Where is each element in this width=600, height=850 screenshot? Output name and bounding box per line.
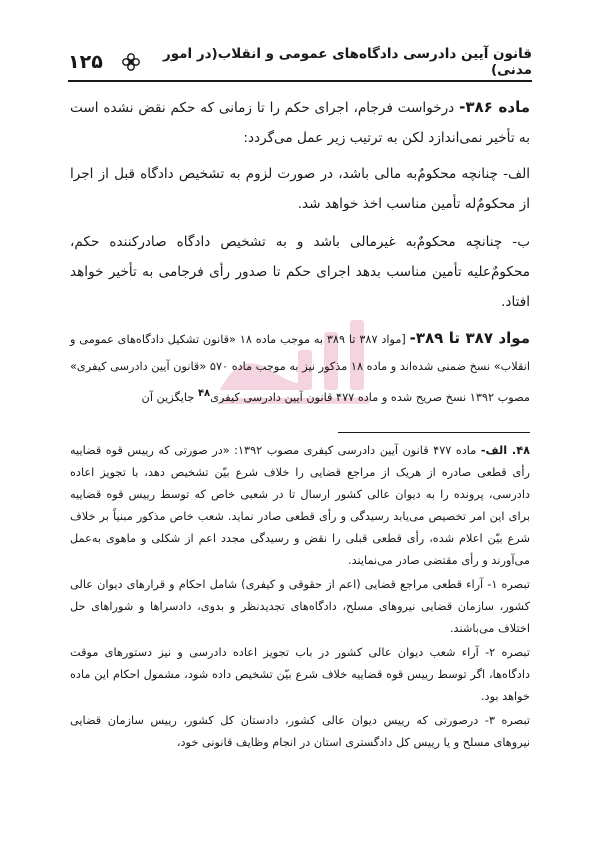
- footnote-separator: [338, 432, 530, 433]
- footnote-48: [70, 440, 530, 572]
- page-number: ۱۲۵: [68, 51, 103, 73]
- footnote-ref-48[interactable]: ۴۸: [197, 388, 211, 399]
- article-386-clause-b: ب- چنانچه محکومٌ‌به غیرمالی باشد و به تشخیص دادگاه صادرکننده حکم، محکومٌ‌علیه تأمین مناسب بدهد اجرای حکم تا صدور رأی فرجامی به تأخیر خواهد افتاد.: [70, 234, 530, 310]
- article-386-label: ماده ۳۸۶-: [459, 98, 530, 116]
- footnote-note-2: تبصره ۲- آراء شعب دیوان عالی کشور در باب تجویز اعاده دادرسی و نیز دستورهای موقت دادگاه‌ها، اگر توسط رییس قوه قضاییه خلاف شرع بیّن تشخیص داده شود، مشمول احکام این ماده خواهد بود.: [70, 646, 530, 703]
- articles-387-389-label: مواد ۳۸۷ تا ۳۸۹-: [409, 329, 530, 347]
- articles-387-389-text: [مواد ۳۸۷ تا ۳۸۹ به موجب ماده ۱۸ «قانون تشکیل دادگاه‌های عمومی و انقلاب» نسخ ضمنی شده‌اند و ماده ۱۸ مذکور نیز به موجب ماده ۵۷۰ «قانون آیین دادرسی کیفری» مصوب ۱۳۹۲ نسخ صریح شده و ماده ۴۷۷ قانون آیین دادرسی کیفری: [70, 333, 530, 404]
- footnote-note-3: تبصره ۳- درصورتی که رییس دیوان عالی کشور، دادستان کل کشور، رییس سازمان قضایی نیروهای مسلح و یا رییس کل دادگستری استان در انجام وظایف قانونی خود،: [70, 714, 530, 749]
- quatrefoil-ornament-icon: [121, 51, 142, 73]
- main-text: [70, 92, 530, 411]
- footnote-48-text: ماده ۴۷۷ قانون آیین دادرسی کیفری مصوب ۱۳۹۲: «در صورتی که رییس قوه قضاییه رأی قطعی صادره از هریک از مراجع قضایی را خلاف شرع بیّن تشخیص دهد، با تجویز اعاده دادرسی، پرونده را به دیوان عالی کشور ارسال تا در شعبی خاص که توسط رییس قوه قضاییه برای این امر تخصیص می‌یابد رسیدگی و رأی قطعی صادر نماید. شعب خاص مذکور مبنیاً بر خلاف شرع بیّن اعلام شده، رأی قطعی قبلی را نقض و رسیدگی مجدد اعم از شکلی و ماهوی به‌عمل می‌آورند و رأی مقتضی صادر می‌نمایند.: [70, 444, 530, 567]
- running-header: [68, 44, 532, 82]
- article-386-clause-a: الف- چنانچه محکومٌ‌به مالی باشد، در صورت لزوم به تشخیص دادگاه قبل از اجرا از محکومٌ‌له تأمین مناسب اخذ خواهد شد.: [70, 166, 530, 212]
- footnotes: [70, 440, 530, 756]
- article-386-text: درخواست فرجام، اجرای حکم را تا زمانی که حکم نقض نشده است به تأخیر نمی‌اندازد لکن به ترتیب زیر عمل می‌گردد:: [70, 100, 530, 146]
- article-386: [70, 92, 530, 153]
- articles-387-389-text-end: جایگزین آن: [141, 390, 198, 404]
- articles-387-389: [70, 325, 530, 411]
- footnote-48-label: ۴۸. الف-: [480, 444, 531, 457]
- header-title: قانون آیین دادرسی دادگاه‌های عمومی و انقلاب(در امور مدنی): [162, 46, 532, 78]
- footnote-note-1: تبصره ۱- آراء قطعی مراجع قضایی (اعم از حقوقی و کیفری) شامل احکام و قرارهای دیوان عالی کشور، سازمان قضایی نیروهای مسلح، دادگاه‌های تجدیدنظر و بدوی، دادسراها و شوراهای حل اختلاف می‌باشند.: [70, 578, 531, 635]
